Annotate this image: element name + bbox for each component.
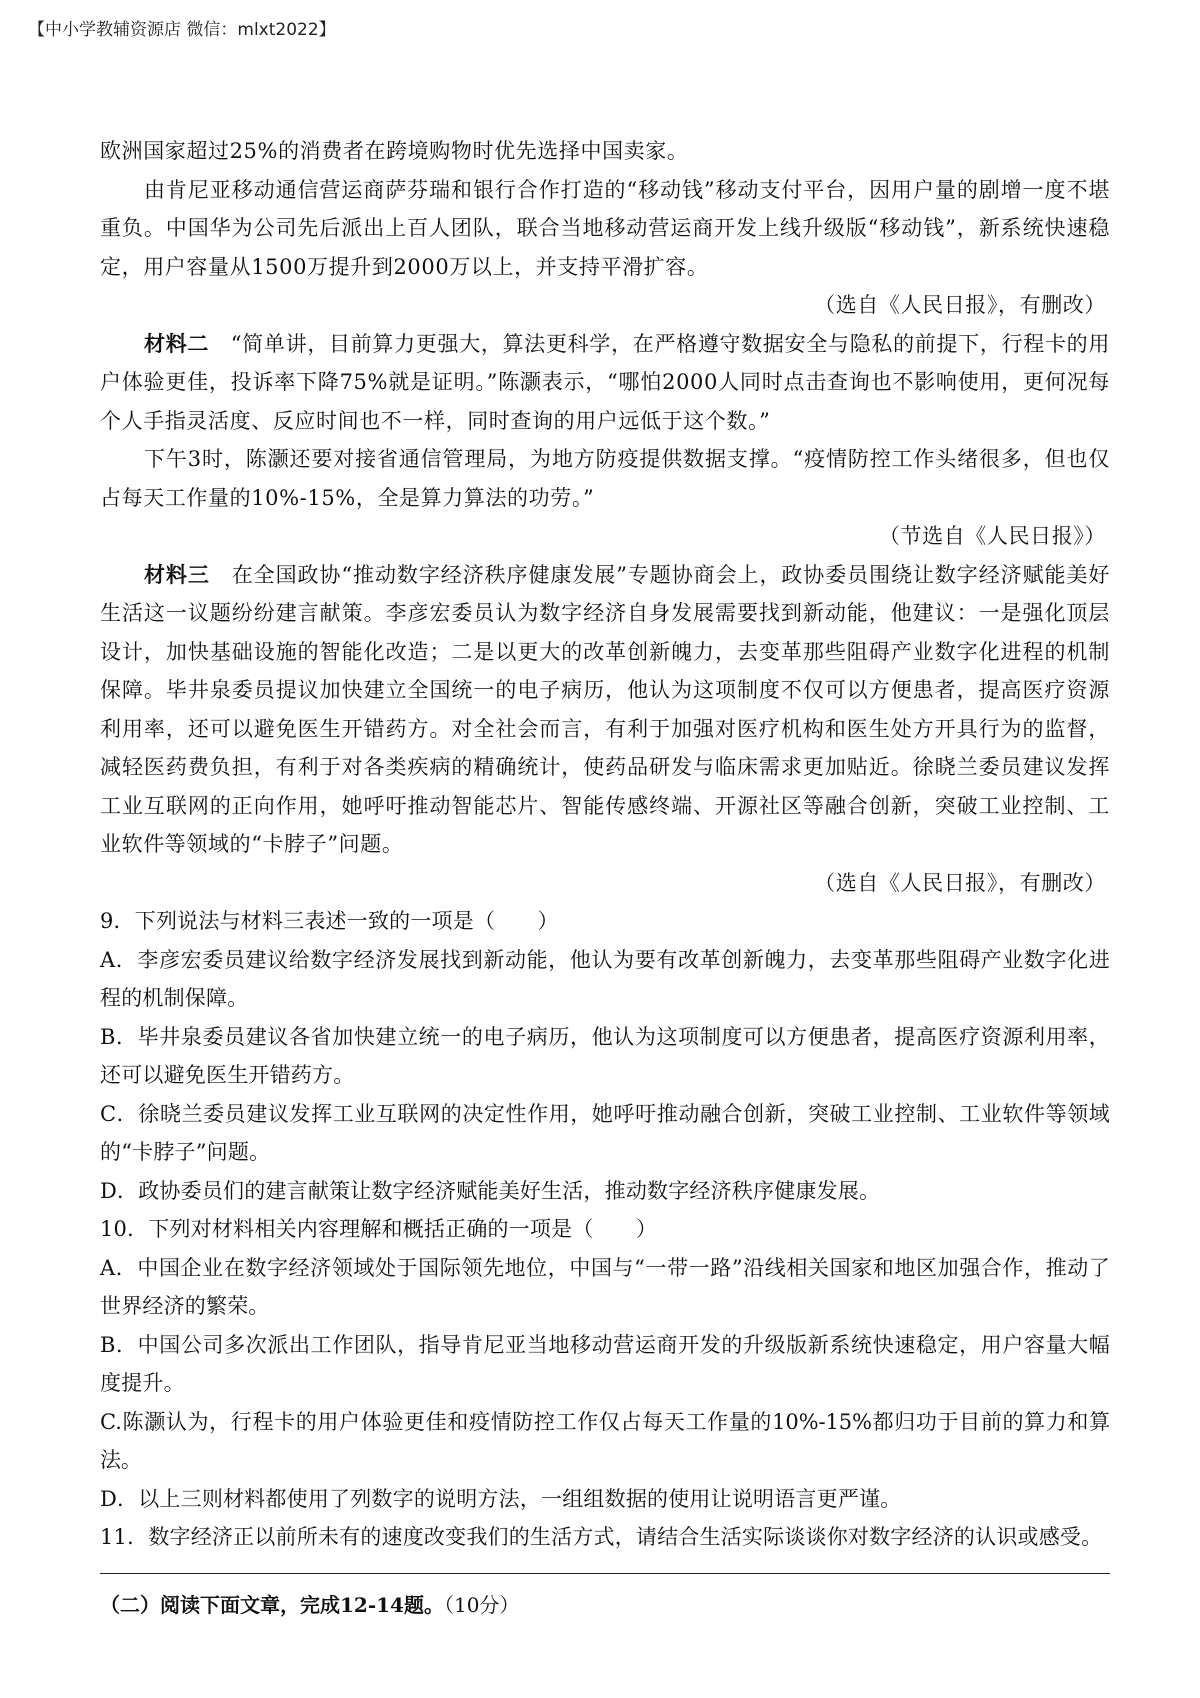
section-heading — [100, 1586, 1110, 1624]
paragraph-text: 在全国政协“推动数字经济秩序健康发展”专题协商会上，政协委员围绕让数字经济赋能美好生活这一议题纷纷建言献策。李彦宏委员认为数字经济自身发展需要找到新动能，他建议：一是强化顶层设计，加快基础设施的智能化改造；二是以更大的改革创新魄力，去变革那些阻碍产业数字化进程的机制保障。毕井泉委员提议加快建立全国统一的电子病历，他认为这项制度不仅可以方便患者，提高医疗资源利用率，还可以避免医生开错药方。对全社会而言，有利于加强对医疗机构和医生处方开具行为的监督，减轻医药费负担，有利于对各类疾病的精确统计，使药品研发与临床需求更加贴近。徐晓兰委员建议发挥工业互联网的正向作用，她呼吁推动智能芯片、智能传感终端、开源社区等融合创新，突破工业控制、工业软件等领域的“卡脖子”问题。 — [100, 562, 1110, 856]
answer-option: C.陈灏认为，行程卡的用户体验更佳和疫情防控工作仅占每天工作量的10%-15%都归功于目前的算力和算法。 — [100, 1409, 1110, 1472]
answer-option: D．政协委员们的建言献策让数字经济赋能美好生活，推动数字经济秩序健康发展。 — [100, 1178, 881, 1203]
material-three-paragraph — [100, 556, 1110, 864]
section-score: （10分） — [443, 1592, 520, 1617]
question-stem: 9．下列说法与材料三表述一致的一项是（ ） — [100, 909, 559, 933]
answer-option: B．中国公司多次派出工作团队，指导肯尼亚当地移动营运商开发的升级版新系统快速稳定，用户容量大幅度提升。 — [100, 1332, 1110, 1395]
answer-option: C．徐晓兰委员建议发挥工业互联网的决定性作用，她呼吁推动融合创新，突破工业控制、工业软件等领域的“卡脖子”问题。 — [100, 1101, 1110, 1164]
answer-option: A．李彦宏委员建议给数字经济发展找到新动能，他认为要有改革创新魄力，去变革那些阻碍产业数字化进程的机制保障。 — [100, 947, 1110, 1010]
answer-option: D．以上三则材料都使用了列数字的说明方法，一组组数据的使用让说明语言更严谨。 — [100, 1486, 902, 1511]
paragraph-text: “简单讲，目前算力更强大，算法更科学，在严格遵守数据安全与隐私的前提下，行程卡的用户体验更佳，投诉率下降75%就是证明。”陈灏表示，“哪怕2000人同时点击查询也不影响使用，更何况每个人手指灵活度、反应时间也不一样，同时查询的用户远低于这个数。” — [100, 331, 1110, 433]
paragraph: 欧洲国家超过25%的消费者在跨境购物时优先选择中国卖家。 — [100, 139, 689, 163]
answer-option: B．毕井泉委员建议各省加快建立统一的电子病历，他认为这项制度可以方便患者，提高医疗资源利用率，还可以避免医生开错药方。 — [100, 1024, 1110, 1087]
source-citation: （节选自《人民日报》） — [878, 524, 1106, 548]
page-header: 【中小学教辅资源店 微信：mlxt2022】 — [28, 20, 336, 40]
paragraph: 下午3时，陈灏还要对接省通信管理局，为地方防疫提供数据支撑。“疫情防控工作头绪很多，但也仅占每天工作量的10%-15%，全是算力算法的功劳。” — [100, 447, 1110, 510]
material-two-paragraph — [100, 325, 1110, 441]
source-citation: （选自《人民日报》，有删改） — [814, 870, 1106, 895]
section-heading-text: （二）阅读下面文章，完成12-14题。 — [100, 1592, 444, 1617]
question-stem: 11．数字经济正以前所未有的速度改变我们的生活方式，请结合生活实际谈谈你对数字经济的认识或感受。 — [100, 1525, 1103, 1549]
document-body — [100, 132, 1110, 1624]
answer-line — [100, 1573, 1110, 1574]
material-label: 材料二 — [144, 330, 210, 356]
source-citation: （选自《人民日报》，有删改） — [814, 293, 1106, 317]
answer-option: A．中国企业在数字经济领域处于国际领先地位，中国与“一带一路”沿线相关国家和地区加强合作，推动了世界经济的繁荣。 — [100, 1255, 1110, 1318]
material-label: 材料三 — [144, 561, 210, 587]
question-stem: 10．下列对材料相关内容理解和概括正确的一项是（ ） — [100, 1217, 658, 1241]
paragraph: 由肯尼亚移动通信营运商萨芬瑞和银行合作打造的“移动钱”移动支付平台，因用户量的剧增一度不堪重负。中国华为公司先后派出上百人团队，联合当地移动营运商开发上线升级版“移动钱”，新系统快速稳定，用户容量从1500万提升到2000万以上，并支持平滑扩容。 — [100, 177, 1110, 279]
